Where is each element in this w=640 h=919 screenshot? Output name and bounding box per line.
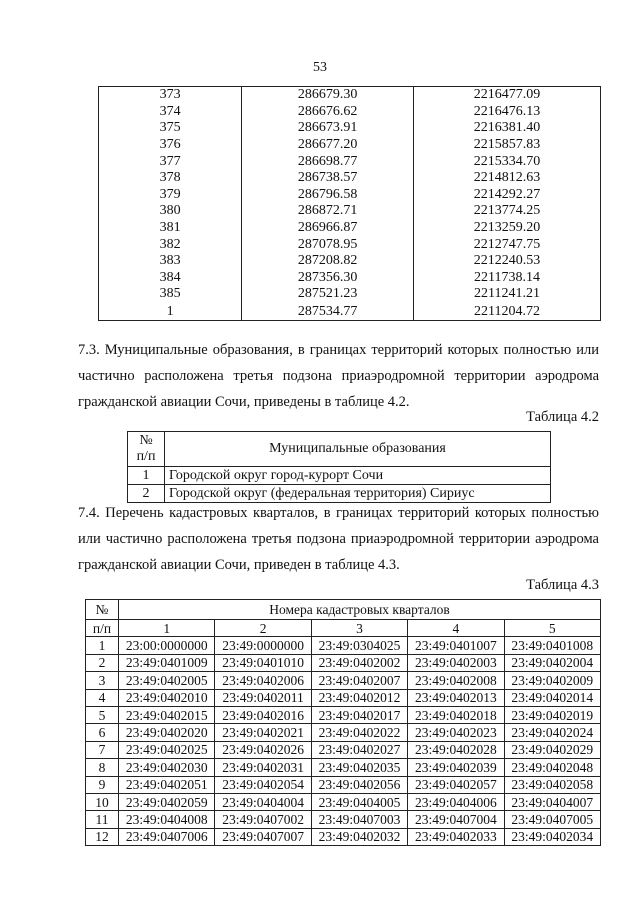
table-cell: 23:49:0402054 bbox=[215, 776, 311, 793]
table-header-cadastral-title: Номера кадастровых кварталов bbox=[119, 600, 601, 620]
table-cell: 286872.71 bbox=[242, 203, 414, 220]
table-cell: 2214292.27 bbox=[414, 187, 601, 204]
table-header-number-top: № bbox=[86, 600, 119, 620]
table-row bbox=[86, 759, 601, 776]
coordinates-table bbox=[98, 86, 601, 321]
table-row bbox=[99, 120, 601, 137]
table-row bbox=[99, 270, 601, 287]
table-cell: 23:49:0402059 bbox=[119, 793, 215, 810]
table-cell: 23:49:0402048 bbox=[504, 759, 600, 776]
table-row bbox=[99, 220, 601, 237]
table-cell: 23:49:0402004 bbox=[504, 654, 600, 671]
table-row bbox=[99, 153, 601, 170]
table-cell: 23:49:0402015 bbox=[119, 706, 215, 723]
table-cell: 2211241.21 bbox=[414, 286, 601, 303]
table-row bbox=[99, 170, 601, 187]
table-cell: 8 bbox=[86, 759, 119, 776]
table-cell: 287534.77 bbox=[242, 303, 414, 321]
table-cell: 286966.87 bbox=[242, 220, 414, 237]
table-cell: 376 bbox=[99, 137, 242, 154]
table-4-2-caption: Таблица 4.2 bbox=[526, 409, 599, 425]
table-row bbox=[128, 467, 551, 485]
table-cell: 23:49:0402014 bbox=[504, 689, 600, 706]
table-row bbox=[99, 236, 601, 253]
table-4-3 bbox=[85, 599, 601, 846]
table-row bbox=[99, 286, 601, 303]
table-cell: 23:49:0402016 bbox=[215, 706, 311, 723]
table-cell: 5 bbox=[86, 706, 119, 723]
table-header-number: № п/п bbox=[128, 432, 165, 467]
table-row bbox=[86, 706, 601, 723]
table-cell: 23:49:0402013 bbox=[408, 689, 504, 706]
table-column-number: 4 bbox=[408, 620, 504, 637]
table-cell: 2215334.70 bbox=[414, 153, 601, 170]
table-cell: 11 bbox=[86, 811, 119, 828]
table-cell: 23:49:0402019 bbox=[504, 706, 600, 723]
table-cell: 23:49:0407002 bbox=[215, 811, 311, 828]
table-cell: 23:49:0404007 bbox=[504, 793, 600, 810]
table-cell: 23:49:0402023 bbox=[408, 724, 504, 741]
page-number: 53 bbox=[313, 60, 327, 75]
table-cell: 23:49:0402008 bbox=[408, 672, 504, 689]
table-cell: 1 bbox=[99, 303, 242, 321]
table-cell: 23:49:0407005 bbox=[504, 811, 600, 828]
table-cell: 23:49:0304025 bbox=[311, 637, 407, 654]
table-cell: 23:49:0402034 bbox=[504, 828, 600, 845]
table-cell: 379 bbox=[99, 187, 242, 204]
table-cell: 373 bbox=[99, 87, 242, 104]
table-cell: 23:49:0402057 bbox=[408, 776, 504, 793]
table-cell: 23:49:0402027 bbox=[311, 741, 407, 758]
table-cell: 375 bbox=[99, 120, 242, 137]
table-row bbox=[86, 672, 601, 689]
table-cell: 23:49:0402026 bbox=[215, 741, 311, 758]
table-cell: 2214812.63 bbox=[414, 170, 601, 187]
table-cell: 23:49:0402030 bbox=[119, 759, 215, 776]
table-4-2 bbox=[127, 431, 551, 503]
table-cell: 287356.30 bbox=[242, 270, 414, 287]
table-cell: 23:49:0407003 bbox=[311, 811, 407, 828]
table-cell: 23:49:0404005 bbox=[311, 793, 407, 810]
coordinates-table-body bbox=[99, 87, 601, 321]
table-cell: 23:00:0000000 bbox=[119, 637, 215, 654]
table-cell: 23:49:0404006 bbox=[408, 793, 504, 810]
table-row bbox=[86, 811, 601, 828]
table-cell: 23:49:0402033 bbox=[408, 828, 504, 845]
table-row bbox=[99, 253, 601, 270]
table-cell: 23:49:0402025 bbox=[119, 741, 215, 758]
table-cell: 286676.62 bbox=[242, 104, 414, 121]
table-cell: 23:49:0402031 bbox=[215, 759, 311, 776]
table-column-number: 1 bbox=[119, 620, 215, 637]
table-cell: 287208.82 bbox=[242, 253, 414, 270]
table-cell: 23:49:0407006 bbox=[119, 828, 215, 845]
table-cell: 2213259.20 bbox=[414, 220, 601, 237]
table-cell: 2 bbox=[128, 485, 165, 503]
table-cell: 2213774.25 bbox=[414, 203, 601, 220]
table-cell: 286679.30 bbox=[242, 87, 414, 104]
table-cell: 286698.77 bbox=[242, 153, 414, 170]
table-cell: 23:49:0000000 bbox=[215, 637, 311, 654]
table-cell: 2212747.75 bbox=[414, 236, 601, 253]
table-cell: 23:49:0402056 bbox=[311, 776, 407, 793]
table-cell: 23:49:0402035 bbox=[311, 759, 407, 776]
table-cell: 2212240.53 bbox=[414, 253, 601, 270]
table-cell: 23:49:0402002 bbox=[311, 654, 407, 671]
table-cell: 23:49:0401008 bbox=[504, 637, 600, 654]
table-cell: 23:49:0401009 bbox=[119, 654, 215, 671]
table-row bbox=[99, 203, 601, 220]
table-cell: 23:49:0402006 bbox=[215, 672, 311, 689]
table-cell: 2211204.72 bbox=[414, 303, 601, 321]
table-cell: 10 bbox=[86, 793, 119, 810]
table-cell: 2216476.13 bbox=[414, 104, 601, 121]
table-cell: 374 bbox=[99, 104, 242, 121]
table-cell: 23:49:0402029 bbox=[504, 741, 600, 758]
table-cell: Городской округ город-курорт Сочи bbox=[165, 467, 551, 485]
table-cell: 2 bbox=[86, 654, 119, 671]
table-cell: 9 bbox=[86, 776, 119, 793]
paragraph-7-3: 7.3. Муниципальные образования, в границах территорий которых полностью или частично расположена третья подзона приаэродромной территории аэродрома гражданской авиации Сочи, приведены в таблице 4.2. bbox=[78, 342, 599, 410]
table-cell: 286677.20 bbox=[242, 137, 414, 154]
table-row bbox=[86, 637, 601, 654]
table-cell: 23:49:0407007 bbox=[215, 828, 311, 845]
table-cell: 2211738.14 bbox=[414, 270, 601, 287]
table-cell: 6 bbox=[86, 724, 119, 741]
table-cell: 23:49:0402017 bbox=[311, 706, 407, 723]
table-cell: 23:49:0401007 bbox=[408, 637, 504, 654]
table-cell: 23:49:0401010 bbox=[215, 654, 311, 671]
table-row bbox=[86, 654, 601, 671]
table-header-number-bottom: п/п bbox=[86, 620, 119, 637]
table-cell: 23:49:0404008 bbox=[119, 811, 215, 828]
table-cell: 4 bbox=[86, 689, 119, 706]
table-row bbox=[86, 741, 601, 758]
table-cell: 382 bbox=[99, 236, 242, 253]
table-cell: 2216477.09 bbox=[414, 87, 601, 104]
table-cell: 377 bbox=[99, 153, 242, 170]
table-cell: 23:49:0402024 bbox=[504, 724, 600, 741]
table-cell: 23:49:0402012 bbox=[311, 689, 407, 706]
table-header-municipalities: Муниципальные образования bbox=[165, 432, 551, 467]
table-cell: 287078.95 bbox=[242, 236, 414, 253]
table-cell: 23:49:0402020 bbox=[119, 724, 215, 741]
table-row bbox=[86, 776, 601, 793]
table-cell: 23:49:0404004 bbox=[215, 793, 311, 810]
table-cell: 2215857.83 bbox=[414, 137, 601, 154]
table-column-number: 2 bbox=[215, 620, 311, 637]
table-row bbox=[86, 689, 601, 706]
table-cell: 23:49:0402039 bbox=[408, 759, 504, 776]
table-cell: 287521.23 bbox=[242, 286, 414, 303]
table-cell: 286673.91 bbox=[242, 120, 414, 137]
table-cell: 23:49:0402058 bbox=[504, 776, 600, 793]
table-cell: 384 bbox=[99, 270, 242, 287]
table-cell: 12 bbox=[86, 828, 119, 845]
table-cell: 23:49:0402010 bbox=[119, 689, 215, 706]
table-cell: 23:49:0402018 bbox=[408, 706, 504, 723]
table-column-number: 5 bbox=[504, 620, 600, 637]
table-cell: Городской округ (федеральная территория) Сириус bbox=[165, 485, 551, 503]
table-row bbox=[99, 87, 601, 104]
table-row bbox=[86, 828, 601, 845]
table-cell: 23:49:0402021 bbox=[215, 724, 311, 741]
table-cell: 23:49:0402007 bbox=[311, 672, 407, 689]
table-cell: 1 bbox=[86, 637, 119, 654]
table-cell: 23:49:0407004 bbox=[408, 811, 504, 828]
table-4-3-caption: Таблица 4.3 bbox=[526, 577, 599, 593]
table-row bbox=[86, 724, 601, 741]
paragraph-7-4: 7.4. Перечень кадастровых кварталов, в границах территорий которых полностью или частично расположена третья подзона приаэродромной территории аэродрома гражданской авиации Сочи, приведен в таблице 4.3. bbox=[78, 505, 599, 573]
table-cell: 23:49:0402032 bbox=[311, 828, 407, 845]
table-cell: 383 bbox=[99, 253, 242, 270]
table-cell: 23:49:0402005 bbox=[119, 672, 215, 689]
table-cell: 23:49:0402051 bbox=[119, 776, 215, 793]
table-cell: 23:49:0402022 bbox=[311, 724, 407, 741]
table-cell: 286738.57 bbox=[242, 170, 414, 187]
table-row bbox=[86, 793, 601, 810]
table-cell: 23:49:0402011 bbox=[215, 689, 311, 706]
table-cell: 381 bbox=[99, 220, 242, 237]
table-row bbox=[99, 187, 601, 204]
table-row bbox=[99, 137, 601, 154]
table-cell: 3 bbox=[86, 672, 119, 689]
table-cell: 7 bbox=[86, 741, 119, 758]
table-cell: 2216381.40 bbox=[414, 120, 601, 137]
table-row bbox=[99, 303, 601, 321]
table-cell: 286796.58 bbox=[242, 187, 414, 204]
table-cell: 23:49:0402009 bbox=[504, 672, 600, 689]
table-cell: 1 bbox=[128, 467, 165, 485]
table-cell: 23:49:0402028 bbox=[408, 741, 504, 758]
table-cell: 378 bbox=[99, 170, 242, 187]
table-cell: 385 bbox=[99, 286, 242, 303]
table-row bbox=[99, 104, 601, 121]
table-cell: 380 bbox=[99, 203, 242, 220]
table-column-number: 3 bbox=[311, 620, 407, 637]
table-cell: 23:49:0402003 bbox=[408, 654, 504, 671]
